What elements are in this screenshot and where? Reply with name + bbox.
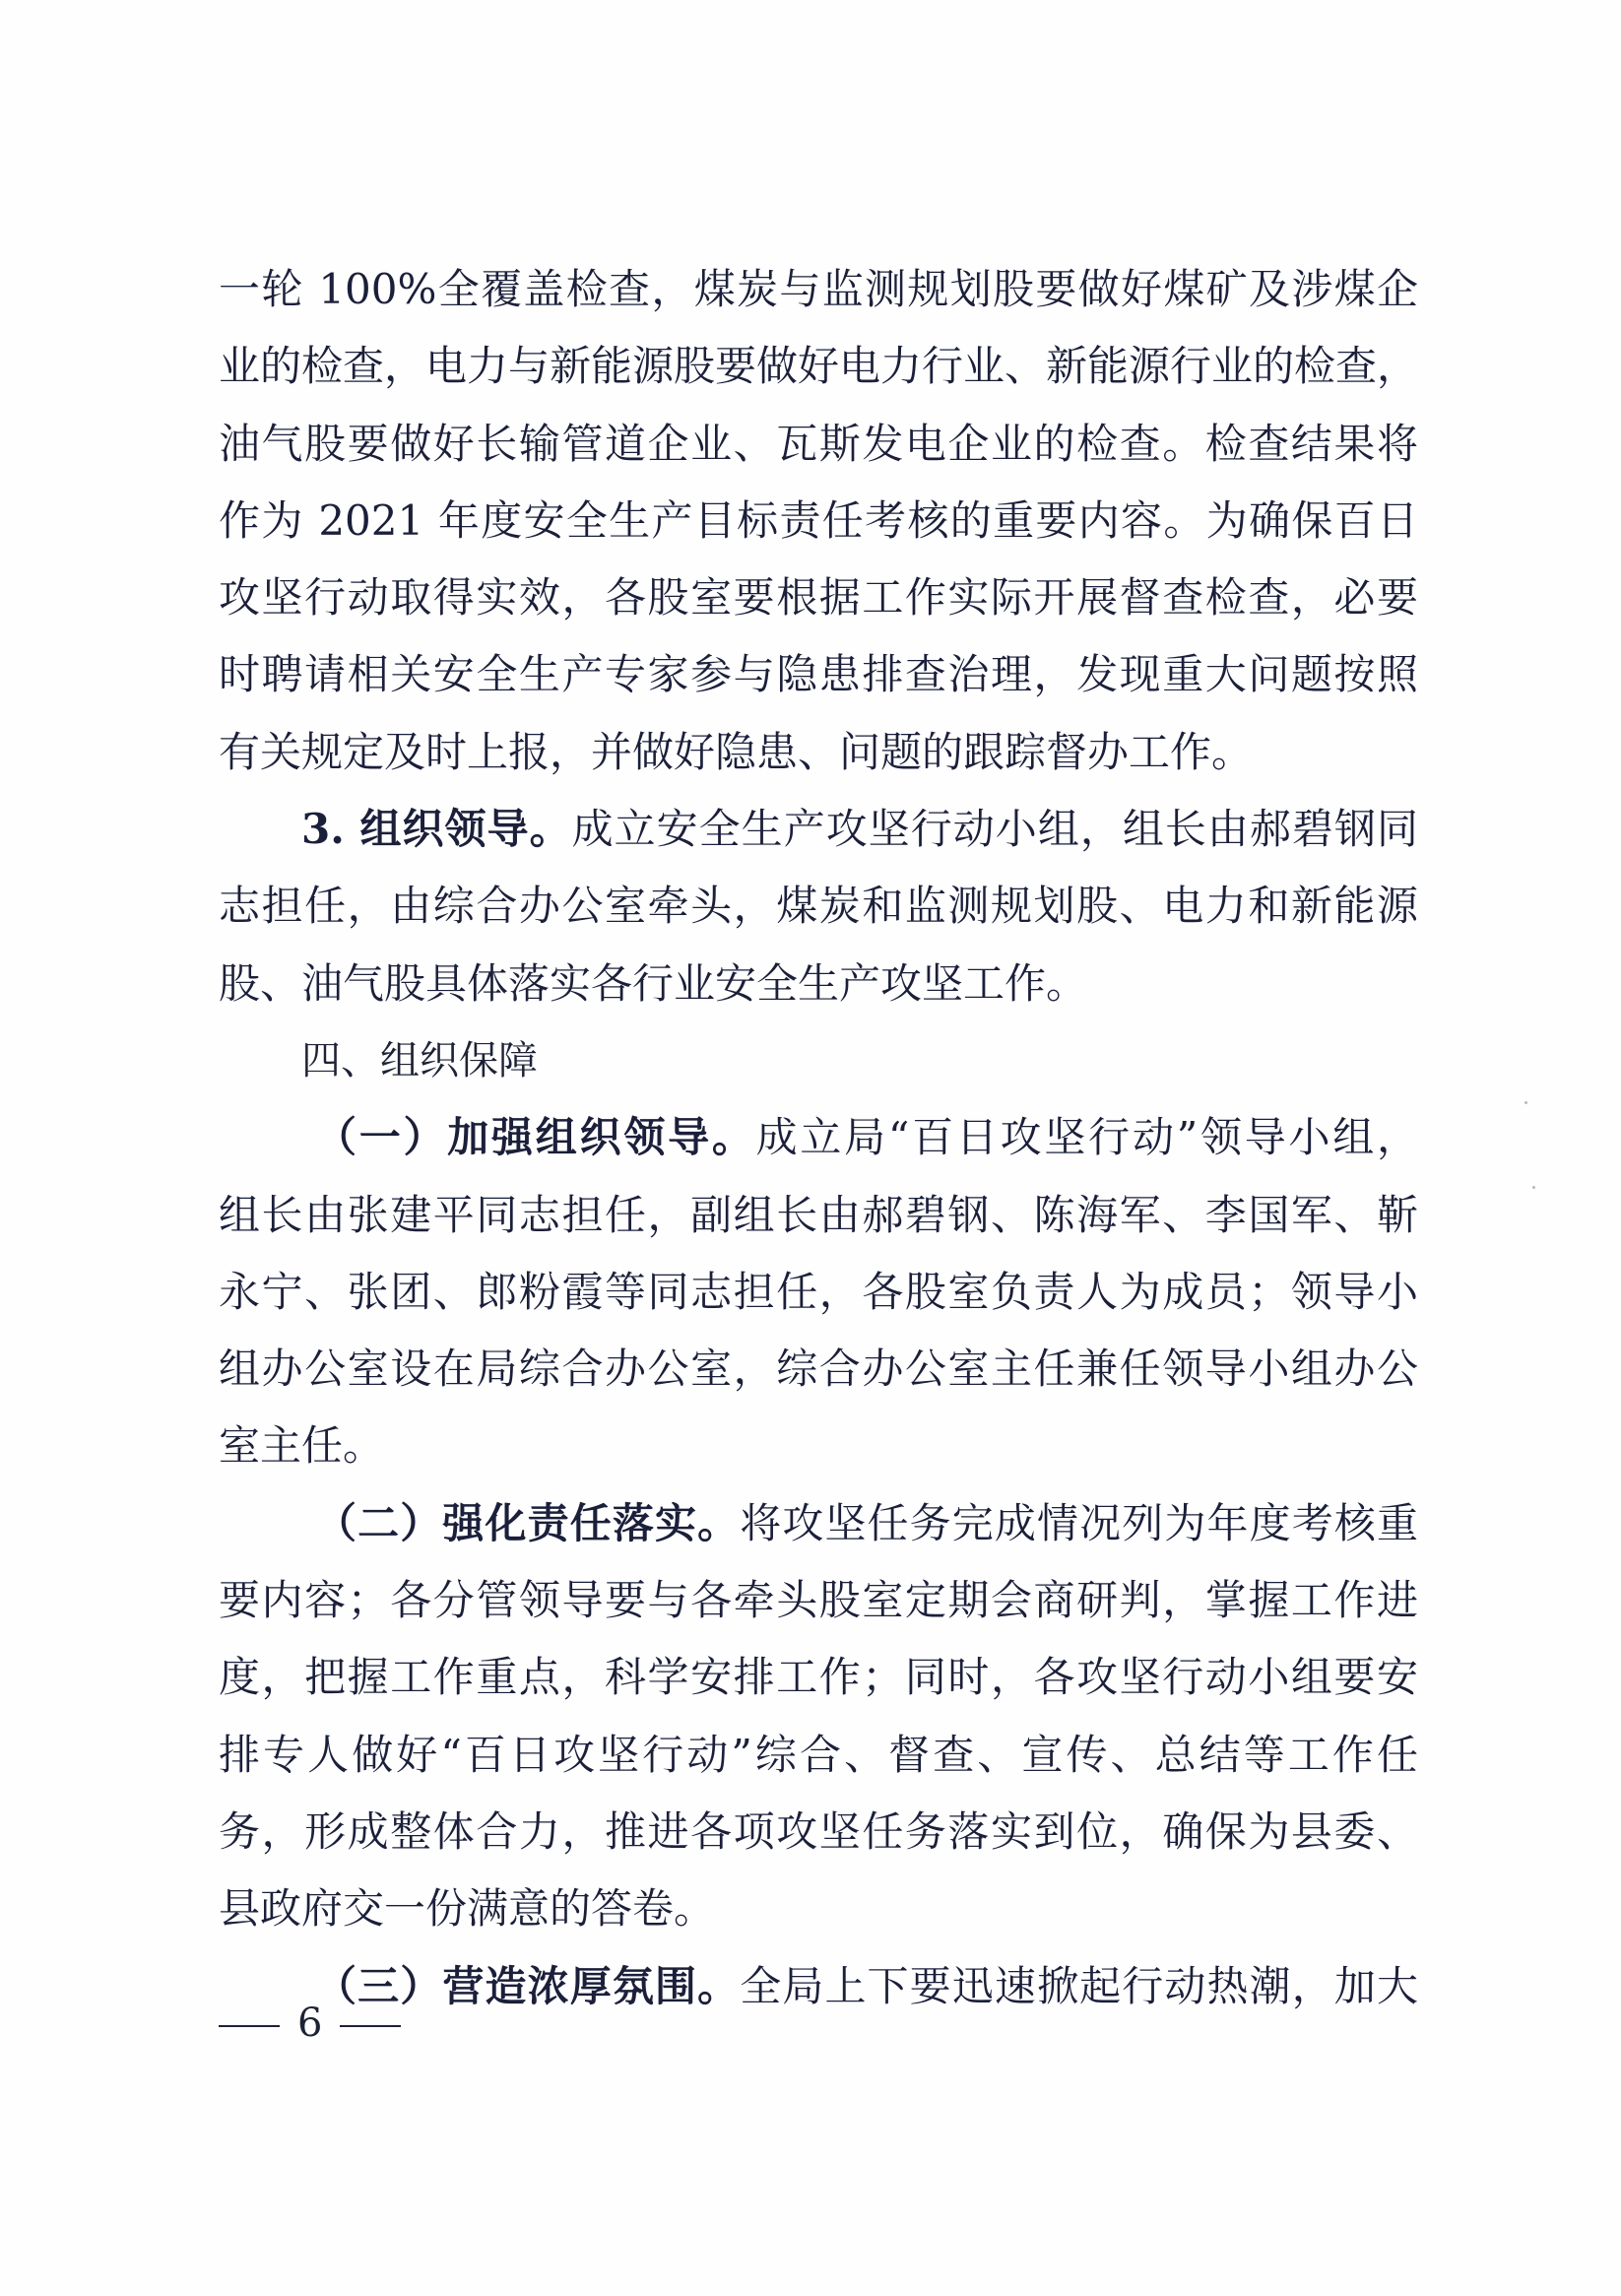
body-line: 一轮 100%全覆盖检查，煤炭与监测规划股要做好煤矿及涉煤企	[219, 265, 1418, 313]
footer-dash-right	[340, 2025, 401, 2027]
body-line: 油气股要做好长输管道企业、瓦斯发电企业的检查。检查结果将	[219, 419, 1418, 468]
document-body	[219, 251, 1418, 2025]
section-heading: 四、组织保障	[301, 1037, 538, 1083]
body-line: 度，把握工作重点，科学安排工作；同时，各攻坚行动小组要安	[219, 1653, 1418, 1702]
scan-speck	[1524, 1101, 1527, 1104]
footer-dash-left	[219, 2025, 280, 2027]
body-line: 组办公室设在局综合办公室，综合办公室主任兼任领导小组办公	[219, 1345, 1418, 1394]
paragraph-organization-lead	[219, 791, 1418, 868]
body-line: 攻坚行动取得实效，各股室要根据工作实际开展督查检查，必要	[219, 573, 1418, 623]
paragraph-text: 成立安全生产攻坚行动小组，组长由郝碧钢同	[571, 805, 1418, 854]
body-line: 务，形成整体合力，推进各项攻坚任务落实到位，确保为县委、	[219, 1806, 1418, 1856]
paragraph-lead: 3. 组织领导。	[301, 805, 572, 854]
subsection-responsibility	[219, 1485, 1418, 1562]
body-line: 要内容；各分管领导要与各牵头股室定期会商研判，掌握工作进	[219, 1576, 1418, 1625]
body-line: 排专人做好“百日攻坚行动”综合、督查、宣传、总结等工作任	[219, 1730, 1418, 1779]
body-line: 业的检查，电力与新能源股要做好电力行业、新能源行业的检查，	[219, 342, 1419, 391]
subsection-lead: （三）营造浓厚氛围。	[315, 1961, 741, 2010]
subsection-text: 全局上下要迅速掀起行动热潮，加大	[740, 1961, 1418, 2010]
body-line: 县政府交一份满意的答卷。	[219, 1884, 716, 1934]
body-line: 志担任，由综合办公室牵头，煤炭和监测规划股、电力和新能源	[219, 882, 1418, 931]
subsection-lead: （二）强化责任落实。	[315, 1498, 741, 1547]
body-line: 时聘请相关安全生产专家参与隐患排查治理，发现重大问题按照	[219, 650, 1418, 699]
subsection-text: 成立局“百日攻坚行动”领导小组，	[755, 1113, 1418, 1162]
page-number: 6	[297, 2001, 323, 2046]
subsection-lead: （一）加强组织领导。	[315, 1113, 756, 1162]
page-number-footer	[219, 1996, 401, 2051]
body-line: 股、油气股具体落实各行业安全生产攻坚工作。	[219, 958, 1088, 1008]
subsection-strengthen-leadership	[219, 1099, 1418, 1176]
body-line: 组长由张建平同志担任，副组长由郝碧钢、陈海军、李国军、靳	[219, 1190, 1418, 1239]
body-line: 有关规定及时上报，并做好隐患、问题的跟踪督办工作。	[219, 727, 1254, 776]
body-line: 永宁、张团、郎粉霞等同志担任，各股室负责人为成员；领导小	[219, 1267, 1418, 1316]
scan-speck	[1532, 1186, 1535, 1189]
body-line: 作为 2021 年度安全生产目标责任考核的重要内容。为确保百日	[219, 495, 1418, 545]
subsection-text: 将攻坚任务完成情况列为年度考核重	[740, 1498, 1418, 1547]
body-line: 室主任。	[219, 1421, 385, 1471]
